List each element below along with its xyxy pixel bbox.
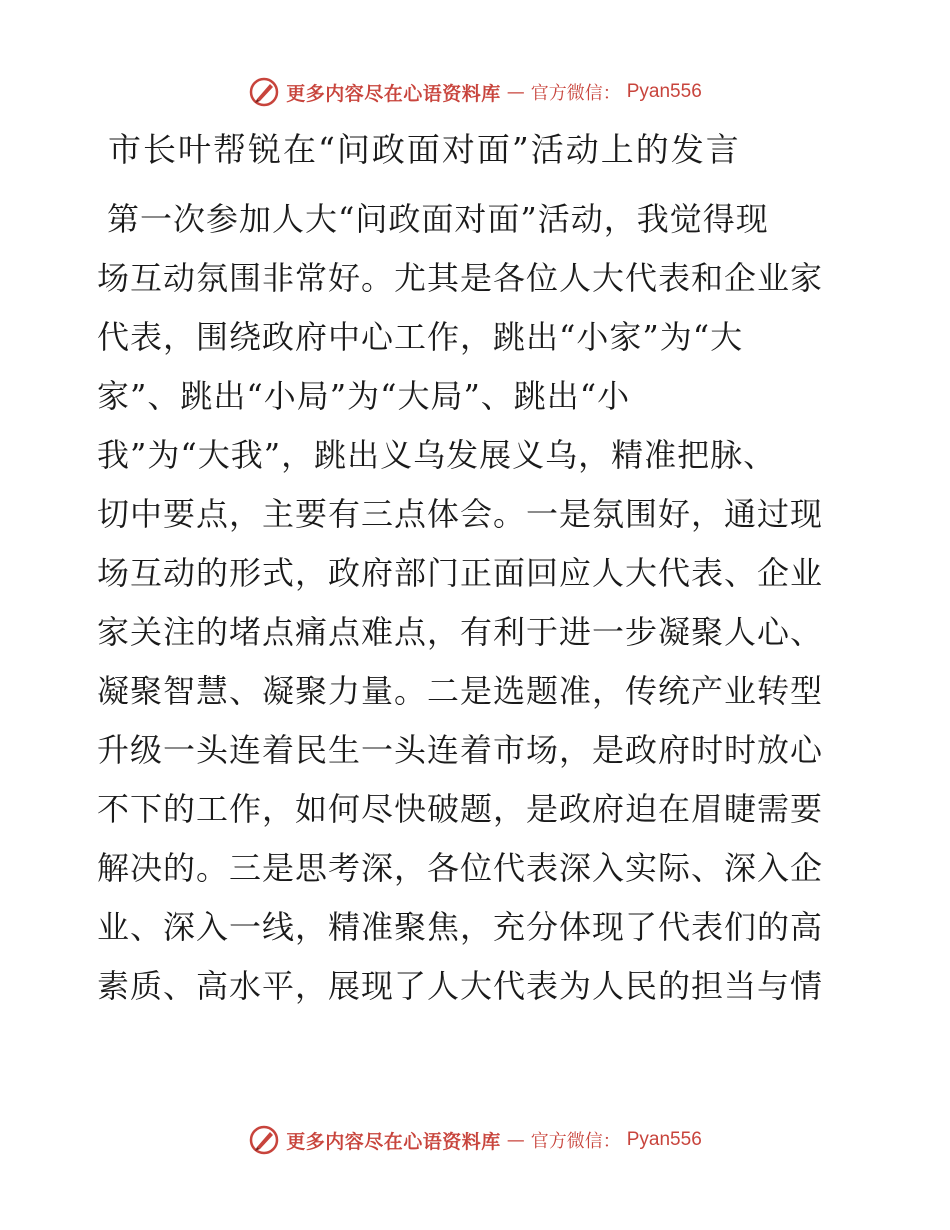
footer-banner (0, 1120, 950, 1160)
header-banner-wechat-label: 官方微信： (530, 83, 621, 104)
body-line: 代表，围绕政府中心工作，跳出“小家”为“大 (97, 318, 744, 356)
footer-banner-wechat-label: 官方微信： (530, 1131, 621, 1152)
footer-banner-dash: — (506, 1129, 525, 1151)
header-banner-text: 更多内容尽在心语资料库 (286, 82, 501, 105)
body-line: 家关注的堵点痛点难点，有利于进一步凝聚人心、 (97, 613, 824, 651)
body-line: 第一次参加人大“问政面对面”活动，我觉得现 (107, 200, 769, 238)
body-line: 素质、高水平，展现了人大代表为人民的担当与情 (97, 967, 824, 1005)
body-line: 场互动的形式，政府部门正面回应人大代表、企业 (97, 554, 824, 592)
header-banner (0, 72, 950, 112)
pen-logo-icon (248, 1124, 280, 1156)
body-line: 凝聚智慧、凝聚力量。二是选题准，传统产业转型 (97, 672, 824, 710)
footer-banner-content (248, 1124, 702, 1156)
header-banner-content (248, 76, 702, 108)
footer-banner-text: 更多内容尽在心语资料库 (286, 1130, 501, 1153)
document-body (97, 190, 857, 1016)
document-title: 市长叶帮锐在“问政面对面”活动上的发言 (108, 130, 741, 169)
body-line: 切中要点，主要有三点体会。一是氛围好，通过现 (97, 495, 824, 533)
footer-banner-wechat-id: Pyan556 (626, 1129, 702, 1150)
header-banner-dash: — (506, 81, 525, 103)
pen-logo-icon (248, 76, 280, 108)
body-line: 不下的工作，如何尽快破题，是政府迫在眉睫需要 (97, 790, 824, 828)
header-banner-wechat-id: Pyan556 (626, 81, 702, 102)
body-line: 解决的。三是思考深，各位代表深入实际、深入企 (97, 849, 824, 887)
body-line: 升级一头连着民生一头连着市场，是政府时时放心 (97, 731, 824, 769)
body-line: 场互动氛围非常好。尤其是各位人大代表和企业家 (97, 259, 824, 297)
body-line: 我”为“大我”，跳出义乌发展义乌，精准把脉、 (97, 436, 777, 474)
body-line: 家”、跳出“小局”为“大局”、跳出“小 (97, 377, 631, 415)
body-line: 业、深入一线，精准聚焦，充分体现了代表们的高 (97, 908, 824, 946)
